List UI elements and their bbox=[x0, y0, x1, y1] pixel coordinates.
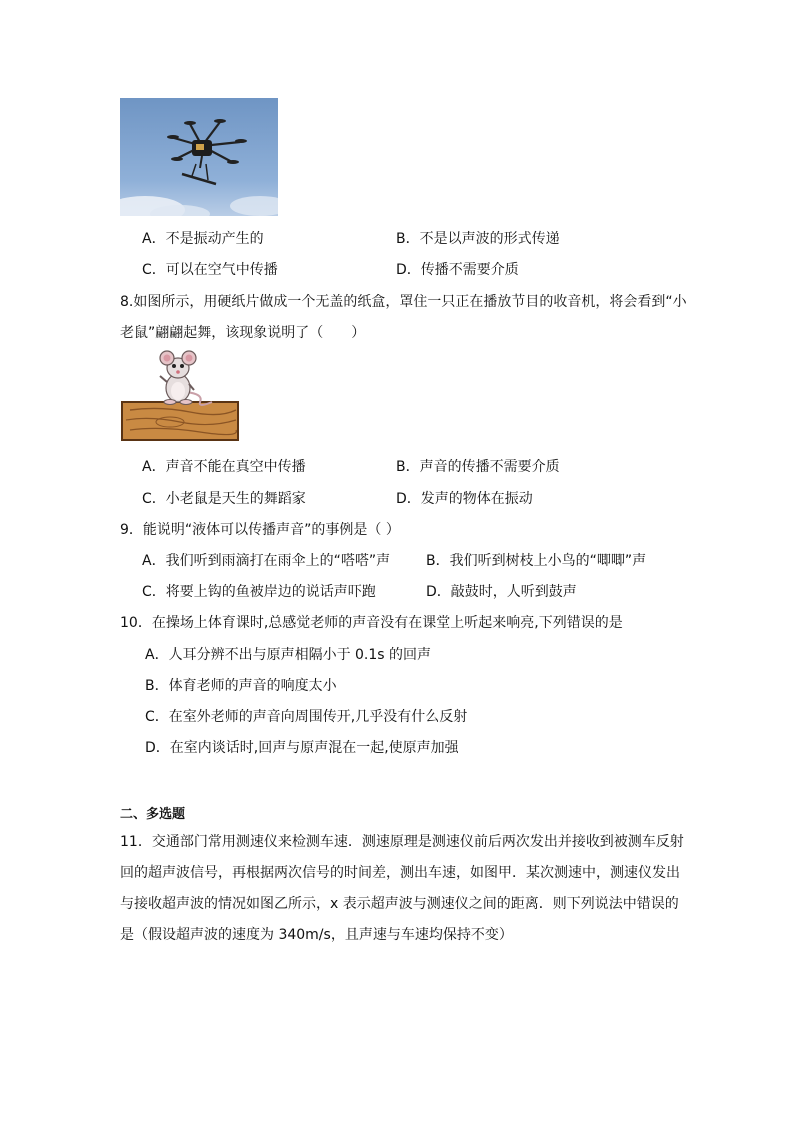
q9-stem: 9．能说明“液体可以传播声音”的事例是（ ） bbox=[120, 522, 400, 538]
q7-option-b: B．不是以声波的形式传递 bbox=[396, 231, 560, 247]
q10-option-c: C．在室外老师的声音向周围传开,几乎没有什么反射 bbox=[145, 709, 468, 725]
q10-option-d: D．在室内谈话时,回声与原声混在一起,使原声加强 bbox=[145, 740, 459, 756]
q7-option-a: A．不是振动产生的 bbox=[142, 231, 264, 247]
q10-option-b: B．体育老师的声音的响度太小 bbox=[145, 678, 337, 694]
drone-image bbox=[120, 98, 278, 216]
mouse-on-box-picture bbox=[120, 350, 242, 442]
q7-option-d: D．传播不需要介质 bbox=[396, 262, 519, 278]
q11-line2: 回的超声波信号，再根据两次信号的时间差，测出车速，如图甲．某次测速中，测速仪发出 bbox=[120, 865, 680, 881]
q8-stem-line1: 8.如图所示，用硬纸片做成一个无盖的纸盒，罩住一只正在播放节目的收音机，将会看到“小 bbox=[120, 294, 687, 310]
section-title-multiple-choice: 二、多选题 bbox=[120, 807, 186, 822]
q9-option-b: B．我们听到树枝上小鸟的“唧唧”声 bbox=[426, 553, 647, 569]
q11-line1: 11．交通部门常用测速仪来检测车速．测速原理是测速仪前后两次发出并接收到被测车反射 bbox=[120, 834, 684, 850]
drone-photo bbox=[120, 98, 278, 216]
q8-option-a: A．声音不能在真空中传播 bbox=[142, 459, 306, 475]
q9-option-a: A．我们听到雨滴打在雨伞上的“嗒嗒”声 bbox=[142, 553, 391, 569]
q9-option-d: D．敲鼓时，人听到鼓声 bbox=[426, 584, 577, 600]
q11-line3: 与接收超声波的情况如图乙所示，x 表示超声波与测速仪之间的距离．则下列说法中错误的 bbox=[120, 896, 679, 912]
q10-option-a: A．人耳分辨不出与原声相隔小于 0.1s 的回声 bbox=[145, 647, 432, 663]
mouse-image bbox=[120, 350, 242, 442]
q8-option-c: C．小老鼠是天生的舞蹈家 bbox=[142, 491, 306, 507]
q7-option-c: C．可以在空气中传播 bbox=[142, 262, 278, 278]
q9-option-c: C．将要上钩的鱼被岸边的说话声吓跑 bbox=[142, 584, 376, 600]
q8-option-b: B．声音的传播不需要介质 bbox=[396, 459, 560, 475]
q8-stem-line2: 老鼠”翩翩起舞，该现象说明了（ ） bbox=[120, 325, 366, 341]
q11-line4: 是（假设超声波的速度为 340m/s，且声速与车速均保持不变） bbox=[120, 927, 513, 943]
q8-option-d: D．发声的物体在振动 bbox=[396, 491, 533, 507]
q10-stem: 10．在操场上体育课时,总感觉老师的声音没有在课堂上听起来响亮,下列错误的是 bbox=[120, 615, 623, 631]
